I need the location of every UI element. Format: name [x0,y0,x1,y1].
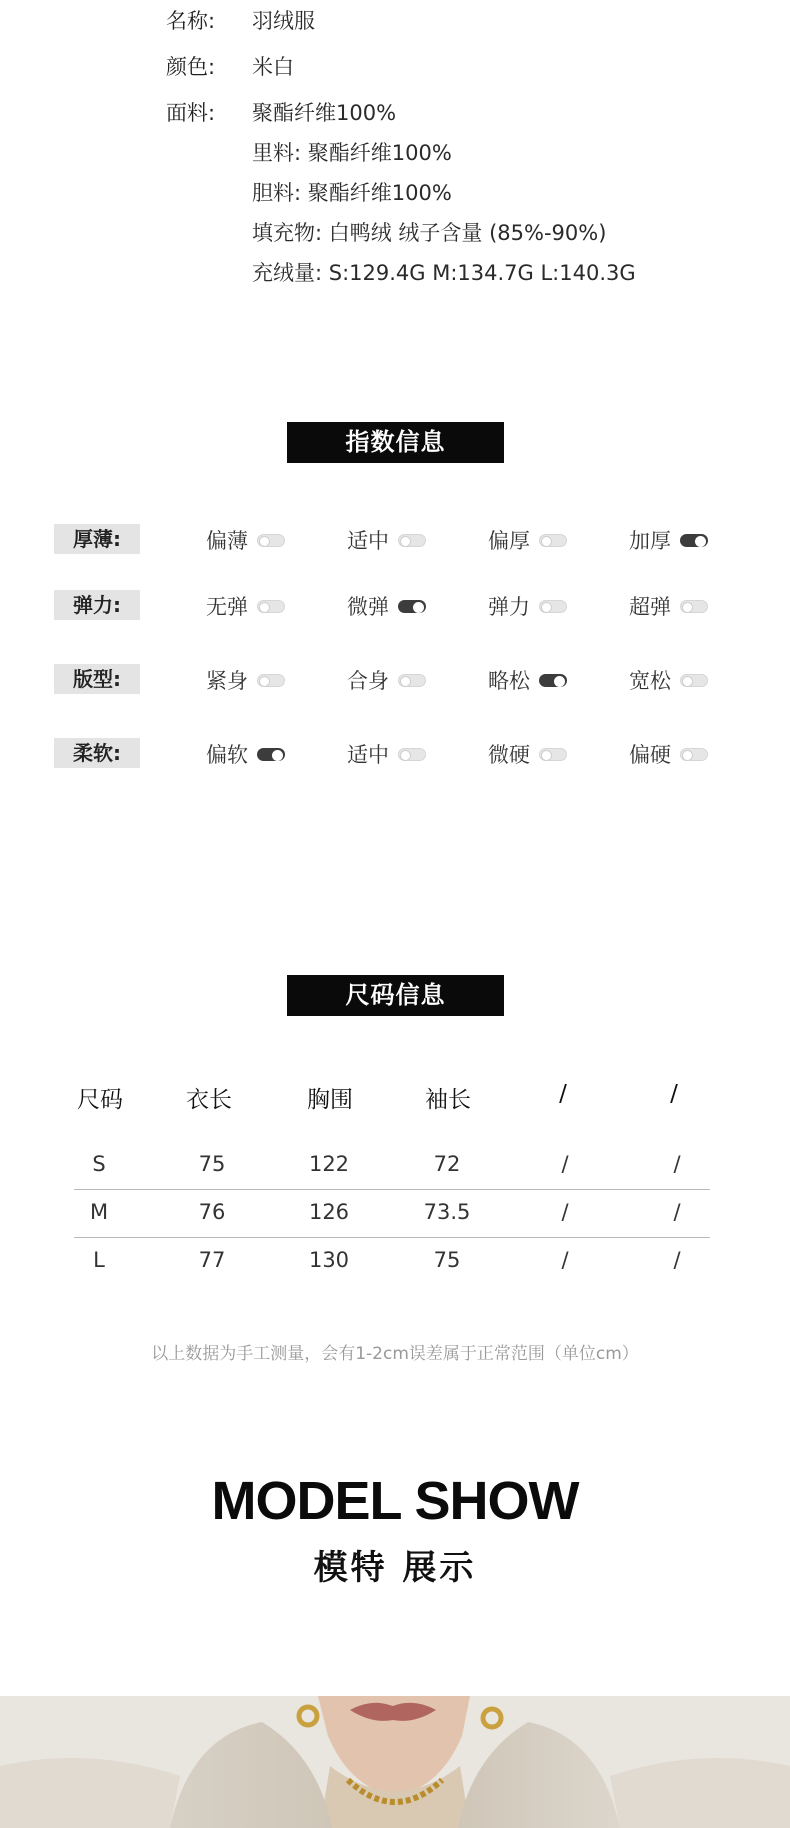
model-photo-illustration [0,1696,790,1828]
size-cell: 126 [308,1200,350,1224]
toggle-icon [680,674,708,687]
size-cell: 75 [433,1248,461,1272]
index-option-label: 适中 [347,743,389,767]
index-option [347,665,426,695]
index-option-label: 适中 [347,529,389,553]
size-cell: / [561,1152,569,1176]
toggle-icon [257,534,285,547]
size-table-header [74,1075,710,1123]
index-option [206,525,285,555]
index-option-label: 宽松 [629,669,671,693]
index-label-fit: 版型: [54,664,140,694]
toggle-icon [680,748,708,761]
size-cell: 73.5 [423,1200,471,1224]
index-option [206,665,285,695]
size-cell: 77 [198,1248,226,1272]
info-fill-weight: 充绒量: S:129.4G M:134.7G L:140.3G [252,261,636,285]
index-option-label: 合身 [347,669,389,693]
size-cell: 72 [433,1152,461,1176]
index-option-label: 加厚 [629,529,671,553]
index-option-label: 偏硬 [629,743,671,767]
info-filling: 填充物: 白鸭绒 绒子含量 (85%-90%) [252,221,607,245]
model-show-title: MODEL SHOW [211,1471,579,1531]
info-lining: 里料: 聚酯纤维100% [252,141,452,165]
size-cell: / [561,1200,569,1224]
size-header-cell: / [559,1081,567,1107]
index-option [629,591,708,621]
index-option-label: 略松 [488,669,530,693]
index-option-label: 偏软 [206,743,248,767]
size-cell: 122 [308,1152,350,1176]
info-inner-shell: 胆料: 聚酯纤维100% [252,181,452,205]
info-color-label: 颜色: [166,55,216,79]
size-cell: 76 [198,1200,226,1224]
size-cell: M [89,1200,109,1224]
size-header-cell: 衣长 [186,1087,232,1113]
index-option-label: 弹力 [488,595,530,619]
index-option [629,525,708,555]
table-row [74,1190,710,1238]
size-cell: / [561,1248,569,1272]
index-option [347,591,426,621]
size-header-cell: 袖长 [425,1087,471,1113]
index-option [206,591,285,621]
size-cell: 75 [198,1152,226,1176]
size-cell: 130 [308,1248,350,1272]
index-option-label: 超弹 [629,595,671,619]
size-cell: / [673,1248,681,1272]
index-section-title: 指数信息 [287,422,504,463]
toggle-icon [680,600,708,613]
toggle-on-icon [539,674,567,687]
model-show-subtitle: 模特 展示 [313,1548,477,1588]
index-label-softness: 柔软: [54,738,140,768]
size-header-cell: 尺码 [77,1087,123,1113]
index-option [488,591,567,621]
index-option-label: 偏厚 [488,529,530,553]
index-option [629,739,708,769]
index-option [206,739,285,769]
measurement-note: 以上数据为手工测量，会有1-2cm误差属于正常范围（单位cm） [151,1344,639,1364]
info-name-value: 羽绒服 [252,9,315,33]
index-option [488,665,567,695]
index-label-elasticity: 弹力: [54,590,140,620]
index-option [347,525,426,555]
index-option-label: 微弹 [347,595,389,619]
size-cell: S [92,1152,106,1176]
size-header-cell: 胸围 [307,1087,353,1113]
index-option [488,739,567,769]
size-table [74,1075,710,1286]
size-cell: / [673,1152,681,1176]
toggle-icon [398,748,426,761]
size-cell: L [93,1248,105,1272]
toggle-icon [398,674,426,687]
index-option-label: 微硬 [488,743,530,767]
toggle-icon [539,748,567,761]
index-option [488,525,567,555]
toggle-icon [539,534,567,547]
index-option [629,665,708,695]
model-photo [0,1696,790,1828]
index-option-label: 无弹 [206,595,248,619]
toggle-on-icon [680,534,708,547]
toggle-icon [398,534,426,547]
info-name-label: 名称: [166,9,216,33]
info-fabric-value: 聚酯纤维100% [252,101,397,125]
toggle-on-icon [398,600,426,613]
size-cell: / [673,1200,681,1224]
toggle-on-icon [257,748,285,761]
info-color-value: 米白 [252,55,294,79]
size-header-cell: / [670,1081,678,1107]
toggle-icon [257,674,285,687]
info-fabric-label: 面料: [166,101,216,125]
index-option-label: 紧身 [206,669,248,693]
size-section-title: 尺码信息 [287,975,504,1016]
table-row [74,1142,710,1190]
index-option [347,739,426,769]
index-label-thickness: 厚薄: [54,524,140,554]
toggle-icon [257,600,285,613]
index-option-label: 偏薄 [206,529,248,553]
table-row [74,1238,710,1286]
toggle-icon [539,600,567,613]
